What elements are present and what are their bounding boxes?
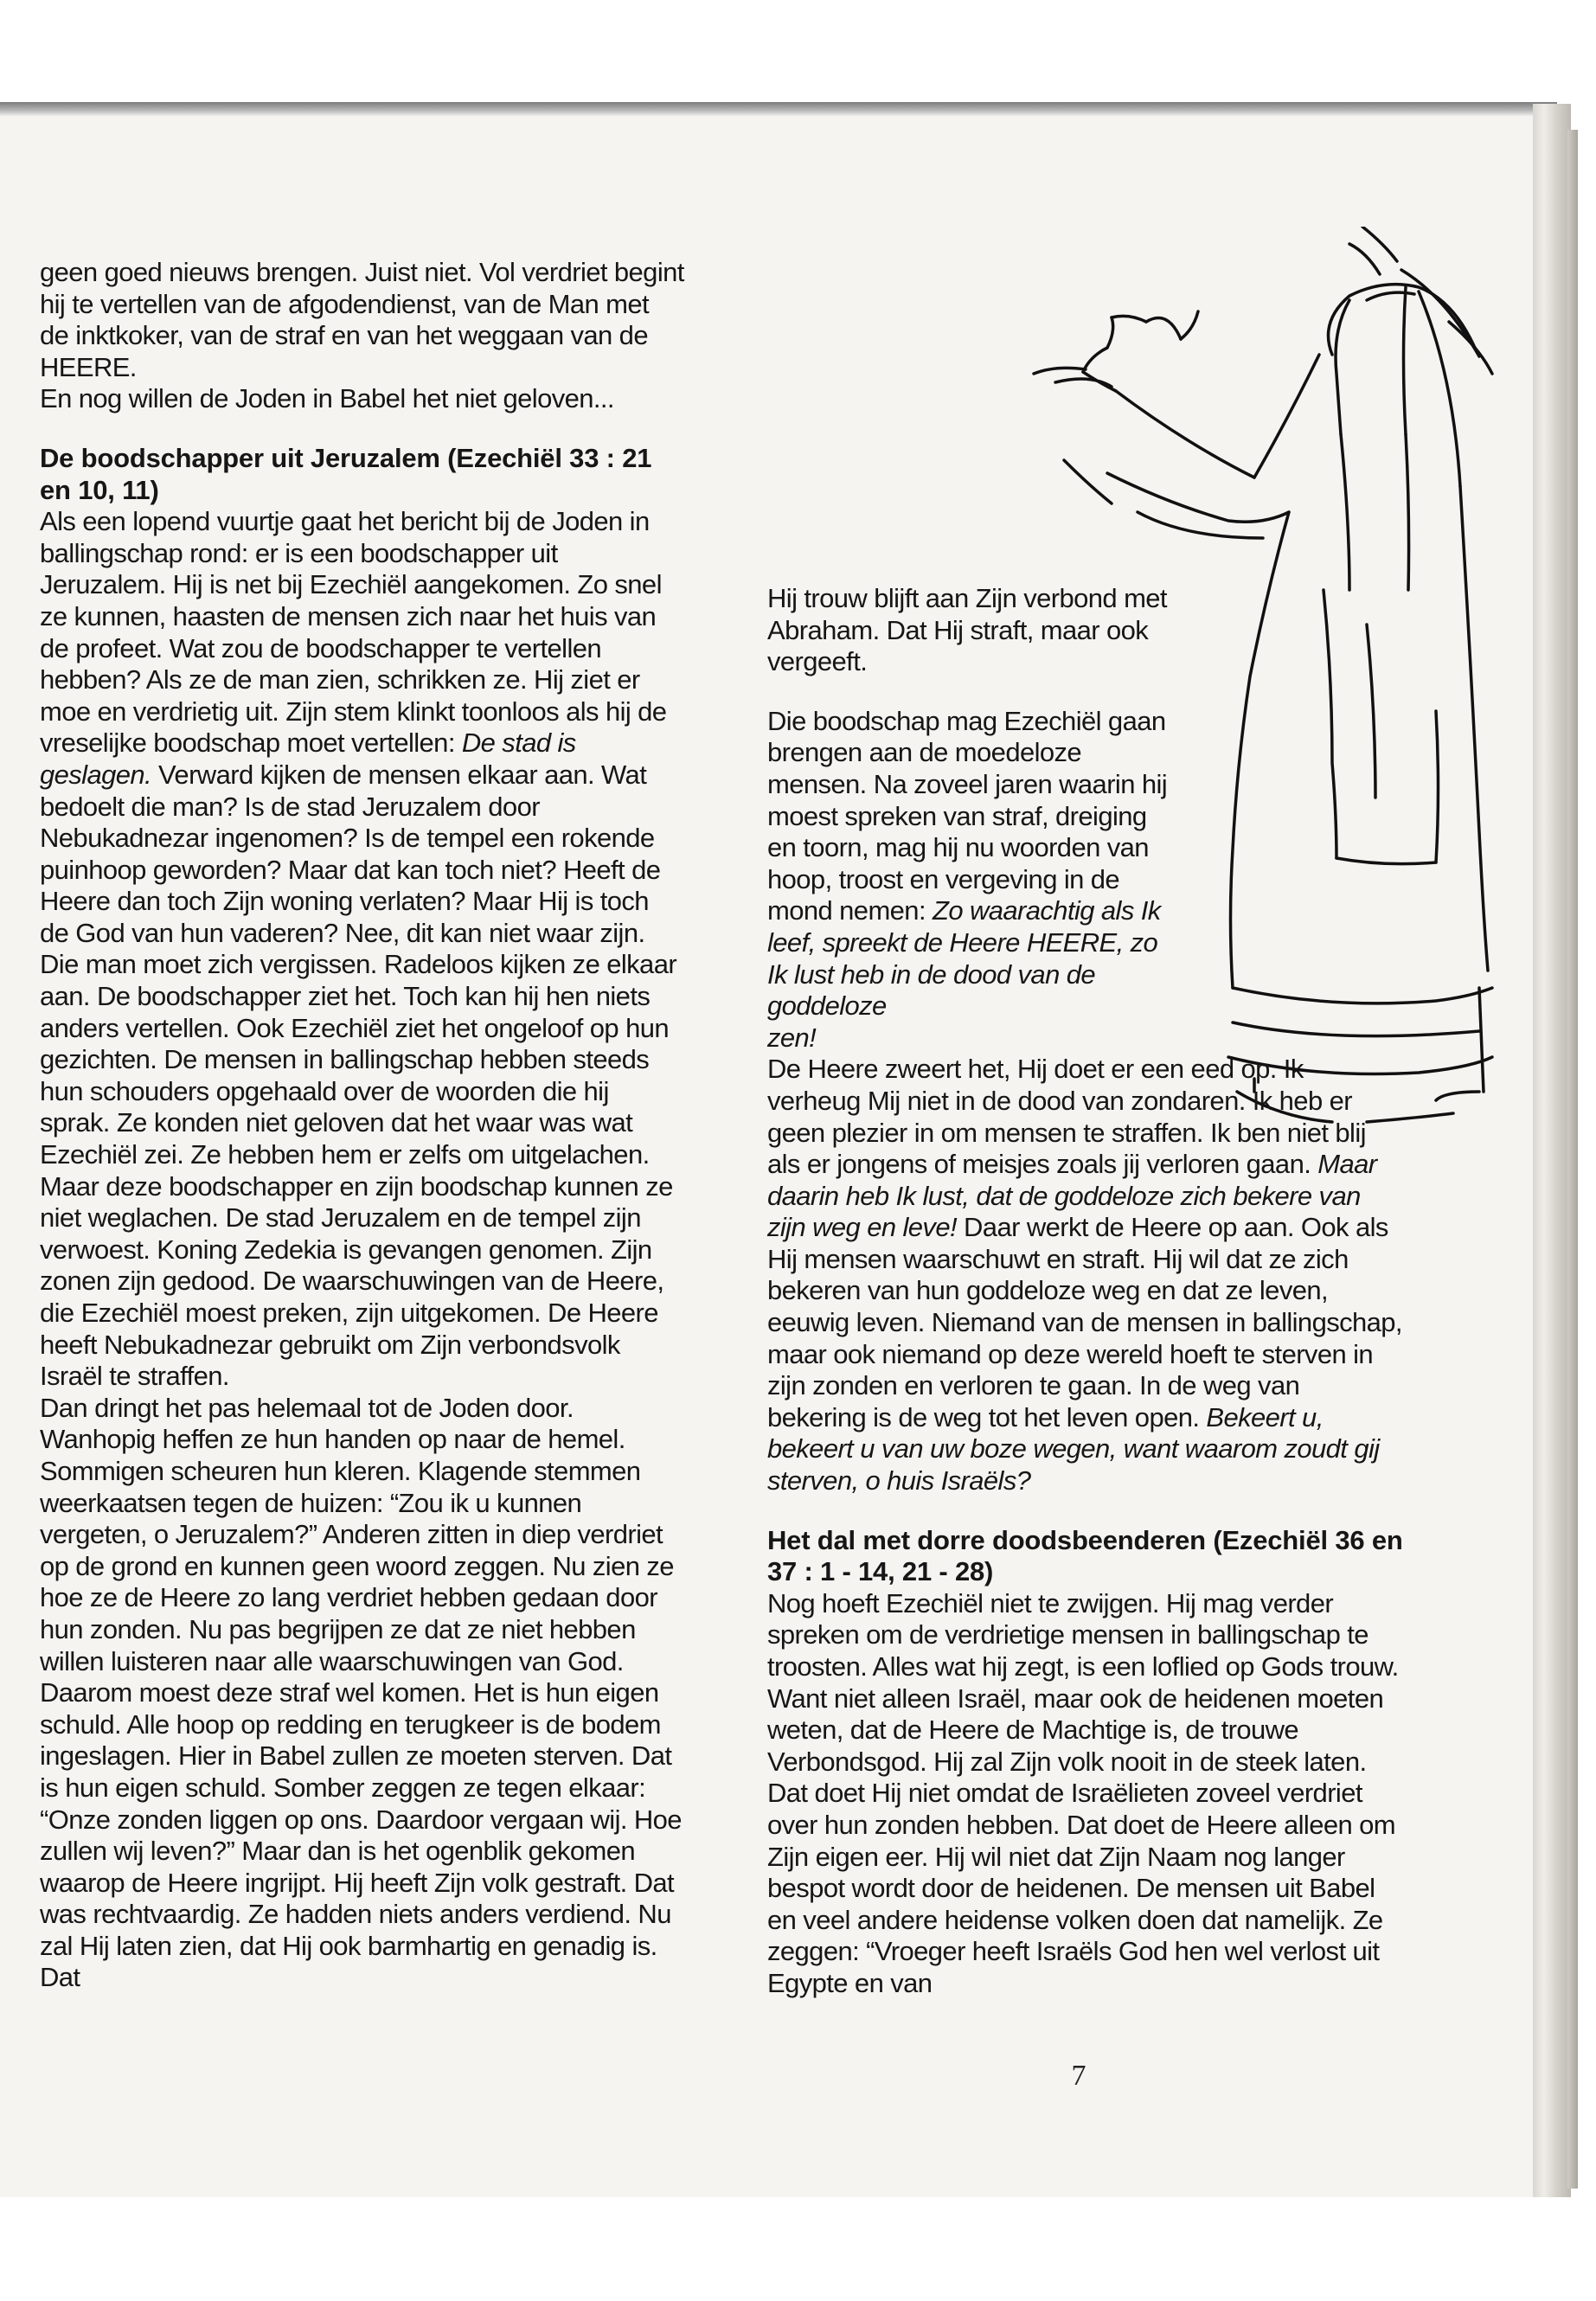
italic-quote-end: zen! xyxy=(767,1022,817,1053)
section-heading-dal: Het dal met dorre doodsbeenderen (Ezechiël 36 en 37 : 1 - 14, 21 - 28) xyxy=(767,1524,1403,1587)
paragraph: Als een lopend vuurtje gaat het bericht bij de Joden in ballingschap rond: er is een boodschapper uit Jeruzalem. Hij is net bij Ezechiël aangekomen. Zo snel ze kunnen, haasten de mensen zich naar het huis van de profeet. Wat zou de boodschapper te vertellen hebben? Als ze de man zien, schrikken ze. Hij ziet er moe en verdrietig uit. Zijn stem klinkt toonloos als hij de vreselijke boodschap moet vertellen: De stad is geslagen. Verward kijken de mensen elkaar aan. Wat bedoelt die man? Is de stad Jeruzalem door Nebukadnezar ingenomen? Is de tempel een rokende puinhoop geworden? Maar dat kan toch niet? Heeft de Heere dan toch Zijn woning verlaten? Maar Hij is toch de God van hun vaderen? Nee, dit kan niet waar zijn. Die man moet zich vergissen. Radeloos kijken ze elkaar aan. De boodschapper ziet het. Toch kan hij hen niets anders vertellen. Ook Ezechiël ziet het ongeloof op hun gezichten. De mensen in ballingschap hebben steeds hun schouders opgehaald over de woorden die hij sprak. Ze konden niet geloven dat het waar was wat Ezechiël zei. Ze hebben hem er zelfs om uitgelachen. Maar deze boodschapper en zijn boodschap kunnen ze niet weglachen. De stad Jeruzalem en de tempel zijn verwoest. Koning Zedekia is gevangen genomen. Zijn zonen zijn gedood. De waarschuwingen van de Heere, die Ezechiël moest preken, zijn uitgekomen. De Heere heeft Nebukadnezar gebruikt om Zijn verbondsvolk Israël te straffen. xyxy=(40,506,677,1392)
paragraph: Die boodschap mag Ezechiël gaan brengen aan de moedeloze mensen. Na zoveel jaren waarin hij moest spreken van straf, dreiging en toorn, mag hij nu woorden van hoop, troost en vergeving in de mond nemen: Zo waarachtig als Ik leef, spreekt de Heere HEERE, zo Ik lust heb in de dood van de goddeloze zen! xyxy=(767,705,1168,1053)
right-column xyxy=(767,583,1403,2000)
italic-quote: Bekeert u, bekeert u van uw boze wegen, want waarom zoudt gij sterven, o huis Israëls? xyxy=(767,1401,1380,1497)
italic-quote: De stad is geslagen. xyxy=(40,727,576,790)
book-edge xyxy=(1533,104,1571,2197)
section-heading-boodschapper: De boodschapper uit Jeruzalem (Ezechiël 33 : 21 en 10, 11) xyxy=(40,442,652,505)
paragraph: Nog hoeft Ezechiël niet te zwijgen. Hij mag verder spreken om de verdrietige mensen in ballingschap te troosten. Alles wat hij zegt, is een loflied op Gods trouw. Want niet alleen Israël, maar ook de heidenen moeten weten, dat de Heere de Machtige is, de trouwe Verbondsgod. Hij zal Zijn volk nooit in de steek laten. Dat doet Hij niet omdat de Israëlieten zoveel verdriet over hun zonden hebben. Dat doet de Heere alleen om Zijn eigen eer. Hij wil niet dat Zijn Naam nog langer bespot wordt door de heidenen. De mensen uit Babel en veel andere heidense volken doen dat namelijk. Ze zeggen: “Vroeger heeft Israëls God hen wel verlost uit Egypte en van xyxy=(767,1587,1399,1998)
page-number: 7 xyxy=(1071,2060,1086,2092)
page-top-edge xyxy=(0,102,1557,116)
paragraph: geen goed nieuws brengen. Juist niet. Vol verdriet begint hij te vertellen van de afgodendienst, van de Man met de inktkoker, van de straf en van het weggaan van de HEERE. xyxy=(40,257,684,382)
book-spine-edge xyxy=(1567,130,1578,2189)
paragraph: Dan dringt het pas helemaal tot de Joden door. Wanhopig heffen ze hun handen op naar de hemel. Sommigen scheuren hun kleren. Klagende stemmen weerkaatsen tegen de huizen: “Zou ik u kunnen vergeten, o Jeruzalem?” Anderen zitten in diep verdriet op de grond en kunnen geen woord zeggen. Nu zien ze hoe ze de Heere zo lang verdriet hebben gedaan door hun zonden. Nu pas begrijpen ze dat ze niet hebben willen luisteren naar alle waarschuwingen van God. Daarom moest deze straf wel komen. Het is hun eigen schuld. Alle hoop op redding en terugkeer is de bodem ingeslagen. Hier in Babel zullen ze moeten sterven. Dat is hun eigen schuld. Somber zeggen ze tegen elkaar: “Onze zonden liggen op ons. Daardoor vergaan wij. Hoe zullen wij leven?” Maar dan is het ogenblik gekomen waarop de Heere ingrijpt. Hij heeft Zijn volk gestraft. Dat was rechtvaardig. Ze hadden niets anders verdiend. Nu zal Hij laten zien, dat Hij ook barmhartig en genadig is. Dat xyxy=(40,1392,682,1993)
left-column xyxy=(40,257,684,1994)
italic-quote: Maar daarin heb Ik lust, dat de goddeloze zich bekere van zijn weg en leve! xyxy=(767,1149,1377,1243)
italic-quote: Zo waarachtig als Ik leef, spreekt de Heere HEERE, zo Ik lust heb in de dood van de goddeloze xyxy=(767,895,1161,1022)
paragraph: Hij trouw blijft aan Zijn verbond met Abraham. Dat Hij straft, maar ook vergeeft. xyxy=(767,583,1167,677)
paragraph: De Heere zweert het, Hij doet er een eed op. Ik verheug Mij niet in de dood van zondaren. Ik heb er geen plezier in om mensen te straffen. Ik ben niet blij als er jongens of meisjes zoals jij verloren gaan. Maar daarin heb Ik lust, dat de goddeloze zich bekere van zijn weg en leve! Daar werkt de Heere op aan. Ook als Hij mensen waarschuwt en straft. Hij wil dat ze zich bekeren van hun goddeloze weg en dat ze leven, eeuwig leven. Niemand van de mensen in ballingschap, maar ook niemand op deze wereld hoeft te sterven in zijn zonden en verloren te gaan. In de weg van bekering is de weg tot het leven open. Bekeert u, bekeert u van uw boze wegen, want waarom zoudt gij sterven, o huis Israëls? xyxy=(767,1054,1402,1497)
paragraph: En nog willen de Joden in Babel het niet geloven... xyxy=(40,383,614,414)
